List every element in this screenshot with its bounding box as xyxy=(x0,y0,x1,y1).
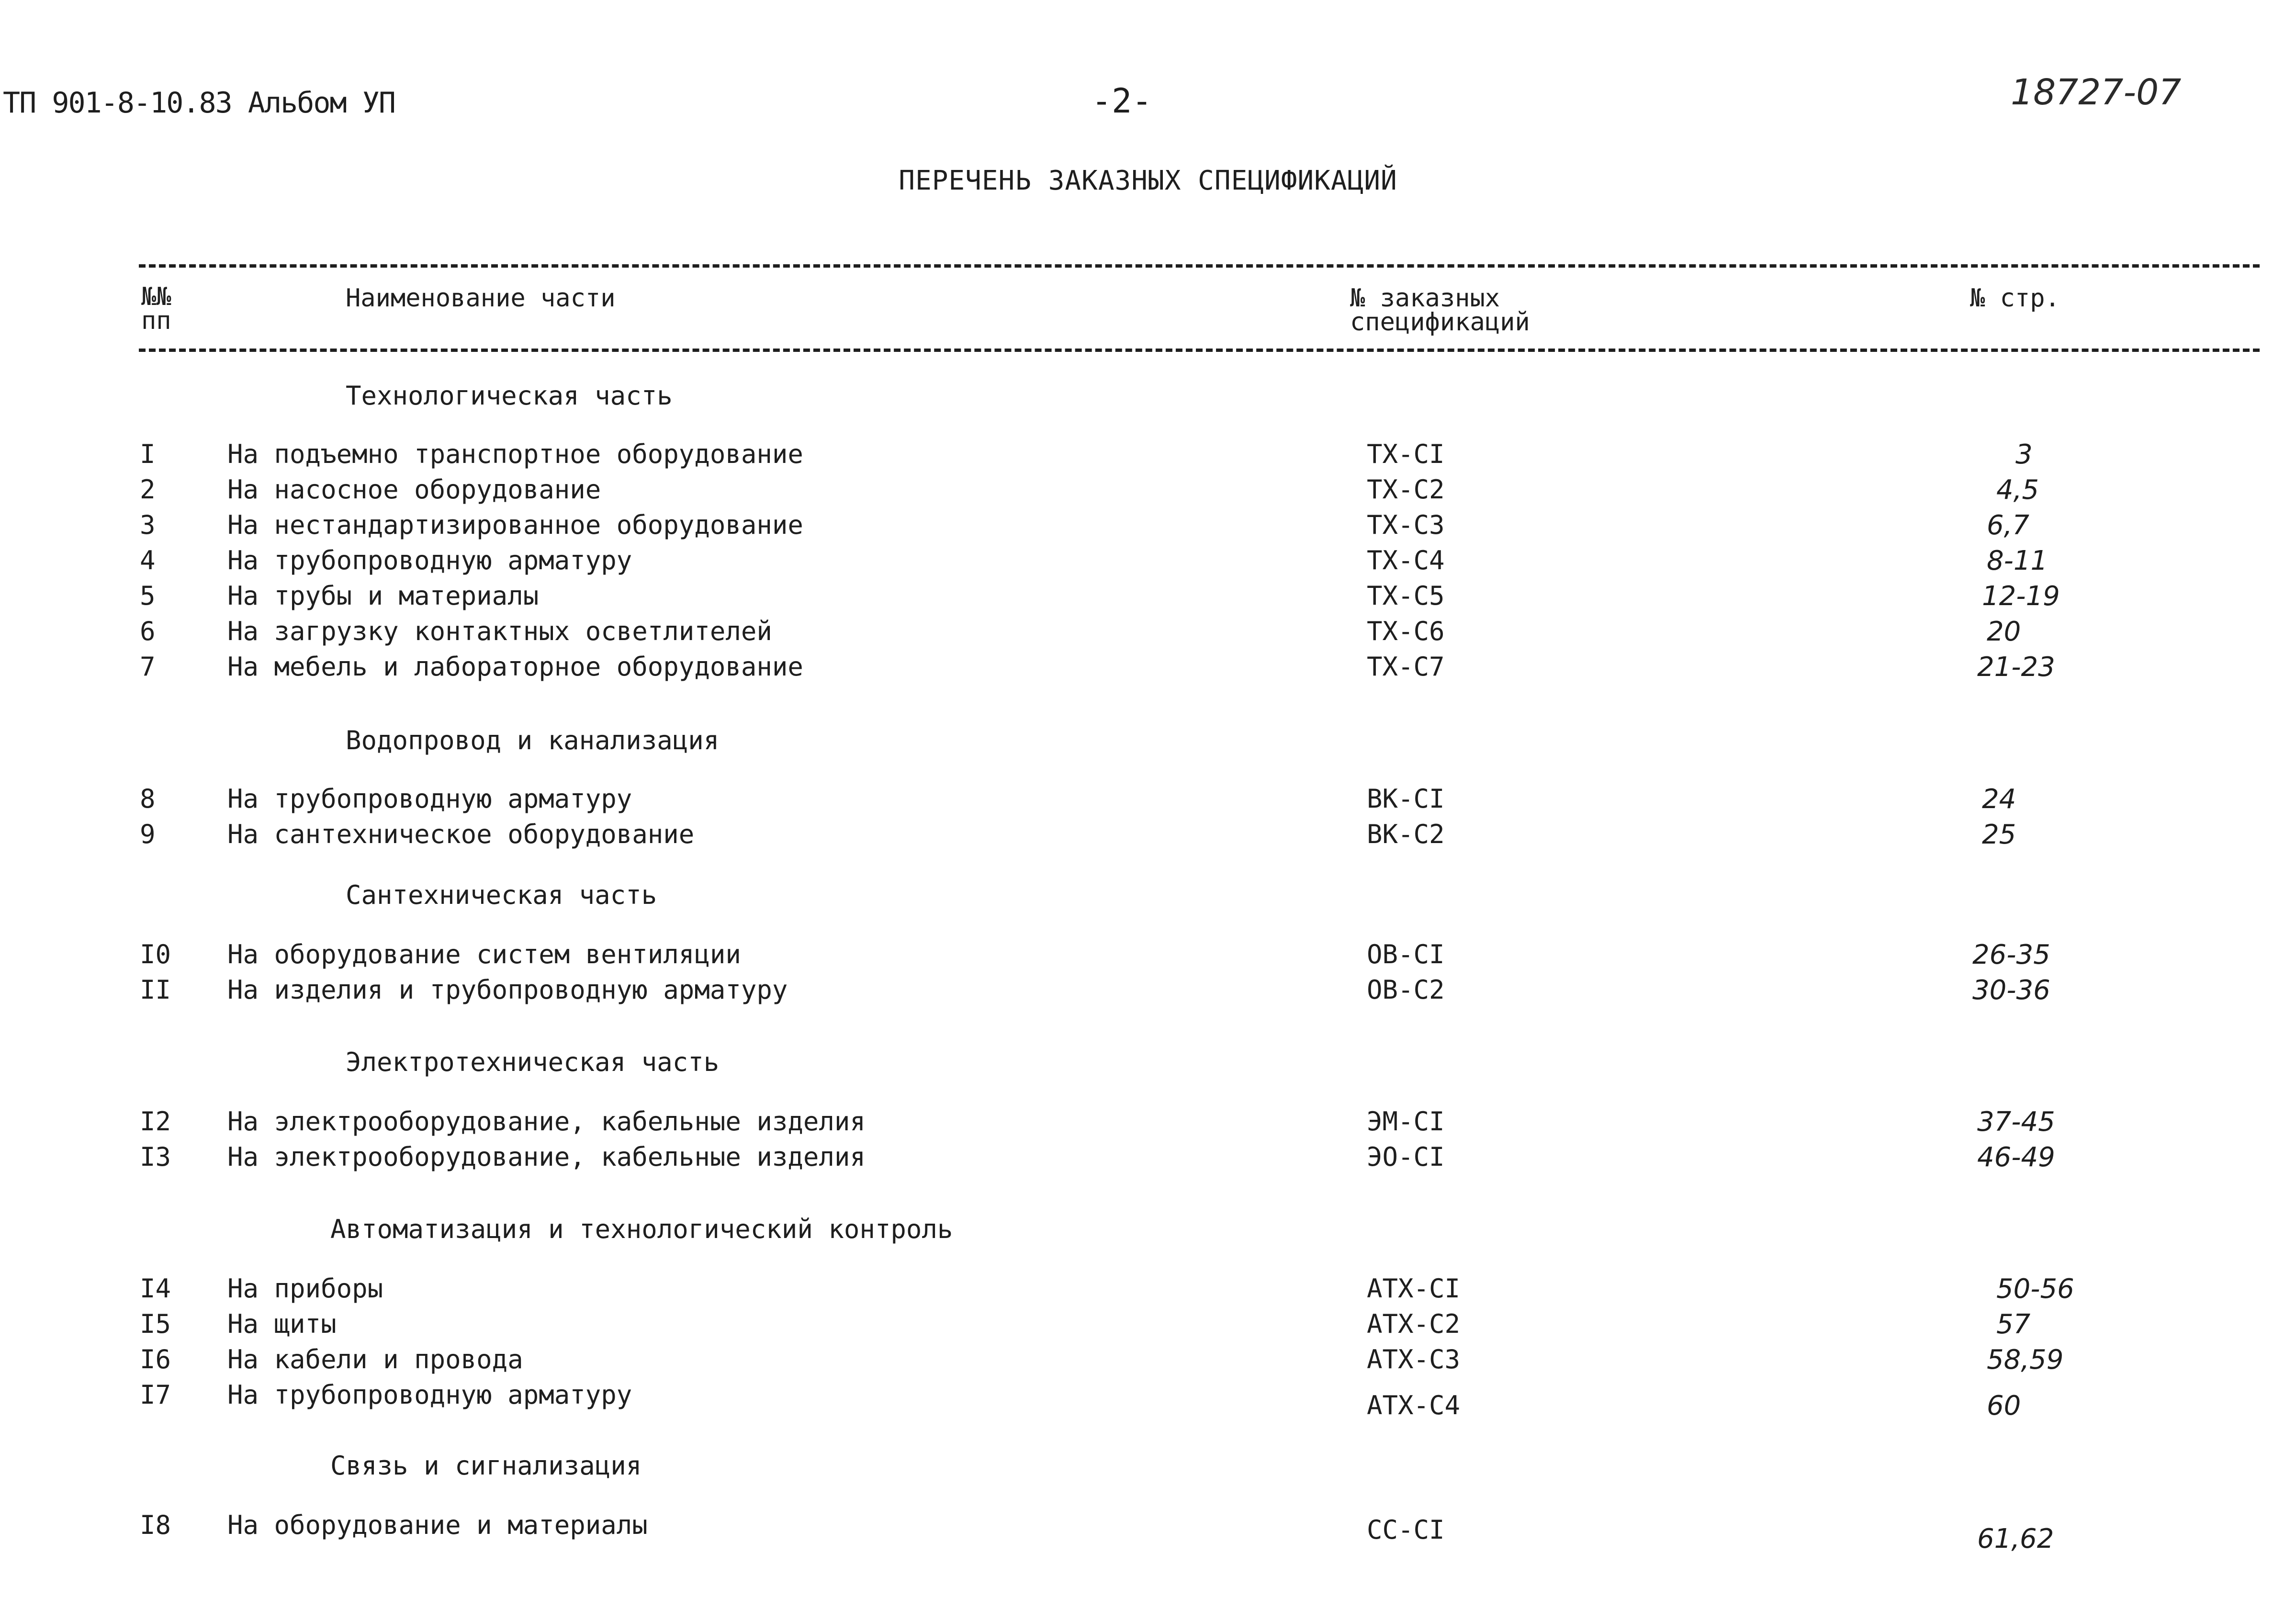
row-name: На сантехническое оборудование xyxy=(227,819,695,849)
row-pages: 12-19 xyxy=(1982,581,2060,612)
row-name: На оборудование и материалы xyxy=(227,1510,648,1540)
row-spec-code: ОВ-СI xyxy=(1367,939,1445,969)
row-pages: 20 xyxy=(1987,616,2021,647)
row-pages: 25 xyxy=(1982,819,2016,850)
section-title: Технологическая часть xyxy=(346,381,673,411)
table-row xyxy=(0,652,2296,687)
table-row xyxy=(0,1510,2296,1554)
table-row xyxy=(0,1142,2296,1177)
row-spec-code: ТХ-С3 xyxy=(1367,510,1445,540)
page-title: ПЕРЕЧЕНЬ ЗАКАЗНЫХ СПЕЦИФИКАЦИЙ xyxy=(899,165,1397,196)
row-spec-code: ТХ-С6 xyxy=(1367,616,1445,646)
row-pages: 21-23 xyxy=(1977,652,2055,683)
row-pages: 3 xyxy=(2015,439,2033,470)
row-name: На кабели и провода xyxy=(227,1344,523,1374)
table-row xyxy=(0,1344,2296,1380)
inventory-number: 18727-07 xyxy=(2011,72,2182,113)
row-spec-code: ВК-СI xyxy=(1367,784,1445,814)
row-number: I5 xyxy=(140,1309,171,1339)
row-spec-code: ЭМ-СI xyxy=(1367,1106,1445,1137)
row-name: На приборы xyxy=(227,1273,383,1304)
row-spec-code: ВК-С2 xyxy=(1367,819,1445,849)
row-pages: 61,62 xyxy=(1977,1523,2054,1554)
row-pages: 37-45 xyxy=(1977,1106,2055,1137)
row-pages: 4,5 xyxy=(1996,474,2039,506)
section-title: Связь и сигнализация xyxy=(330,1451,642,1481)
section-title: Водопровод и канализация xyxy=(346,725,720,755)
table-row xyxy=(0,545,2296,581)
col-header-num xyxy=(141,282,171,335)
table-row xyxy=(0,784,2296,819)
col-header-num-line1: №№ xyxy=(141,282,171,311)
row-spec-code: АТХ-СI xyxy=(1367,1273,1461,1304)
table-header-rule xyxy=(139,349,2260,352)
row-name: На электрооборудование, кабельные изделия xyxy=(227,1106,866,1137)
col-header-code-line2: спецификаций xyxy=(1350,308,1530,337)
table-row xyxy=(0,510,2296,545)
row-number: I0 xyxy=(140,939,171,969)
row-number: II xyxy=(140,975,171,1005)
row-number: 6 xyxy=(140,616,156,646)
row-number: 2 xyxy=(140,474,156,505)
row-pages: 57 xyxy=(1996,1309,2031,1340)
row-name: На насосное оборудование xyxy=(227,474,601,505)
row-pages: 8-11 xyxy=(1987,545,2048,576)
row-number: 5 xyxy=(140,581,156,611)
row-name: На электрооборудование, кабельные изделия xyxy=(227,1142,866,1172)
row-spec-code: АТХ-С4 xyxy=(1367,1390,1461,1420)
table-row xyxy=(0,1309,2296,1344)
row-pages: 58,59 xyxy=(1987,1344,2064,1375)
row-number: 9 xyxy=(140,819,156,849)
table-row xyxy=(0,1380,2296,1421)
row-number: 4 xyxy=(140,545,156,575)
table-row xyxy=(0,1106,2296,1142)
col-header-page: № стр. xyxy=(1970,284,2060,313)
document-code: ТП 901-8-10.83 Альбом УП xyxy=(3,86,395,120)
row-pages: 26-35 xyxy=(1972,939,2050,970)
table-top-rule xyxy=(139,264,2260,268)
row-spec-code: ТХ-С5 xyxy=(1367,581,1445,611)
row-name: На мебель и лабораторное оборудование xyxy=(227,652,803,682)
row-name: На нестандартизированное оборудование xyxy=(227,510,803,540)
col-header-num-line2: пп xyxy=(141,306,171,335)
row-pages: 50-56 xyxy=(1996,1273,2074,1305)
row-number: I4 xyxy=(140,1273,171,1304)
row-number: 8 xyxy=(140,784,156,814)
row-number: I3 xyxy=(140,1142,171,1172)
row-number: 3 xyxy=(140,510,156,540)
section-title: Автоматизация и технологический контроль xyxy=(330,1214,953,1244)
row-number: I8 xyxy=(140,1510,171,1540)
row-pages: 30-36 xyxy=(1972,975,2050,1006)
row-spec-code: ТХ-С4 xyxy=(1367,545,1445,575)
col-header-code-line1: № заказных xyxy=(1350,284,1500,313)
row-name: На трубопроводную арматуру xyxy=(227,784,632,814)
table-row xyxy=(0,439,2296,474)
row-spec-code: ТХ-СI xyxy=(1367,439,1445,469)
row-spec-code: СС-СI xyxy=(1367,1515,1445,1545)
row-number: I7 xyxy=(140,1380,171,1410)
row-name: На подъемно транспортное оборудование xyxy=(227,439,803,469)
row-spec-code: ОВ-С2 xyxy=(1367,975,1445,1005)
table-row xyxy=(0,975,2296,1010)
row-pages: 24 xyxy=(1982,784,2016,815)
row-number: I6 xyxy=(140,1344,171,1374)
table-row xyxy=(0,1273,2296,1309)
page-number: -2- xyxy=(1092,81,1152,121)
table-row xyxy=(0,581,2296,616)
row-number: 7 xyxy=(140,652,156,682)
row-pages: 46-49 xyxy=(1977,1142,2055,1173)
row-spec-code: ЭО-СI xyxy=(1367,1142,1445,1172)
row-spec-code: АТХ-С3 xyxy=(1367,1344,1461,1374)
row-name: На изделия и трубопроводную арматуру xyxy=(227,975,788,1005)
row-name: На загрузку контактных осветлителей xyxy=(227,616,772,646)
row-number: I xyxy=(140,439,156,469)
row-number: I2 xyxy=(140,1106,171,1137)
row-spec-code: ТХ-С2 xyxy=(1367,474,1445,505)
row-name: На трубопроводную арматуру xyxy=(227,545,632,575)
row-name: На трубы и материалы xyxy=(227,581,539,611)
table-row xyxy=(0,939,2296,975)
row-spec-code: ТХ-С7 xyxy=(1367,652,1445,682)
col-header-code xyxy=(1350,284,1530,337)
section-title: Электротехническая часть xyxy=(346,1047,720,1077)
row-name: На трубопроводную арматуру xyxy=(227,1380,632,1410)
row-pages: 60 xyxy=(1987,1390,2021,1421)
table-row xyxy=(0,819,2296,855)
row-pages: 6,7 xyxy=(1987,510,2030,541)
table-row xyxy=(0,474,2296,510)
row-spec-code: АТХ-С2 xyxy=(1367,1309,1461,1339)
col-header-name: Наименование части xyxy=(346,284,616,313)
row-name: На щиты xyxy=(227,1309,337,1339)
row-name: На оборудование систем вентиляции xyxy=(227,939,741,969)
section-title: Сантехническая часть xyxy=(346,880,657,910)
table-row xyxy=(0,616,2296,652)
